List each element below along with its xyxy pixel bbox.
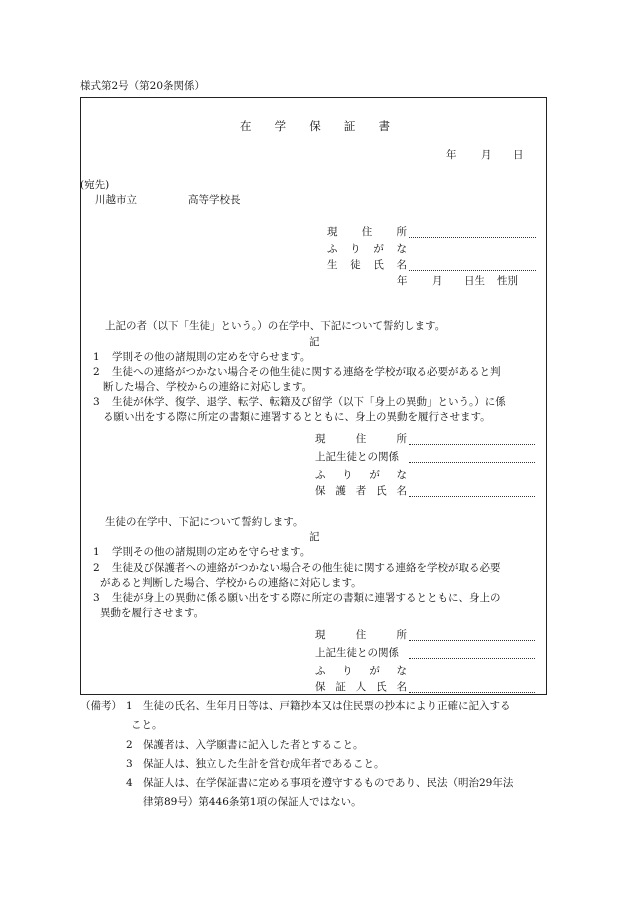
- section2-intro: 生徒の在学中、下記について誓約します。: [105, 516, 304, 528]
- student-address-field: [327, 227, 536, 238]
- title-char: 証: [343, 119, 356, 133]
- guardian-address-field: [315, 434, 535, 445]
- section1-item-text: 学則その他の諸規則の定めを守らせます。: [112, 351, 311, 363]
- surety-address-line[interactable]: [409, 631, 535, 641]
- note-text-cont: こと。: [131, 719, 163, 731]
- addressee-heading: (宛先): [80, 179, 110, 191]
- section1-item-text: 生徒が休学、復学、退学、転学、転籍及び留学（以下「身上の異動」という。）に係: [112, 396, 506, 408]
- surety-relation-line[interactable]: [409, 649, 535, 659]
- note-text: 保証人は、在学保証書に定める事項を遵守するものであり、民法（明治29年法: [143, 777, 514, 789]
- notes-label: （備考）: [80, 700, 122, 712]
- guardian-furigana-label: ふ り が な: [315, 469, 407, 481]
- section2-item-text: 生徒が身上の異動に係る願い出をする際に所定の書類に連署するとともに、身上の: [112, 592, 501, 604]
- section1-ki: 記: [309, 336, 320, 348]
- guardian-name-line[interactable]: [409, 487, 535, 497]
- surety-relation-label: 上記生徒との関係: [315, 647, 399, 659]
- surety-name-line[interactable]: [409, 683, 535, 693]
- section2-item-num: 1: [93, 546, 100, 558]
- note-num: 4: [126, 777, 133, 789]
- student-address-label: 現 住 所: [327, 226, 407, 238]
- gender-label: 性別: [497, 275, 518, 287]
- section1-item-num: 2: [93, 366, 100, 378]
- guardian-name-label: 保 護 者 氏 名: [315, 485, 407, 497]
- title-char: 保: [309, 119, 321, 133]
- section1-item-text-cont: 断した場合、学校からの連絡に対応します。: [103, 381, 313, 393]
- student-name-label: 生 徒 氏 名: [327, 259, 407, 271]
- section1-item-num: 1: [93, 351, 100, 363]
- title-char: 学: [274, 119, 287, 133]
- note-num: 2: [126, 739, 133, 751]
- date-day: 日: [513, 149, 524, 161]
- addressee-school: 高等学校長: [188, 194, 241, 206]
- note-text: 保証人は、独立した生計を営む成年者であること。: [143, 758, 385, 770]
- title-char: 在: [240, 119, 252, 133]
- surety-furigana-field: [315, 666, 407, 677]
- date-year: 年: [446, 149, 457, 161]
- student-name-line[interactable]: [409, 261, 536, 271]
- guardian-relation-label: 上記生徒との関係: [315, 451, 399, 463]
- date-month: 月: [481, 149, 492, 161]
- section2-item-text: 生徒及び保護者への連絡がつかない場合その他生徒に関する連絡を学校が取る必要: [112, 562, 501, 574]
- guardian-relation-line[interactable]: [409, 453, 535, 463]
- addressee-city: 川越市立: [95, 194, 137, 206]
- section1-item-text-cont: る願い出をする際に所定の書類に連署するとともに、身上の異動を履行させます。: [103, 411, 491, 423]
- surety-relation-field: [315, 648, 535, 659]
- section2-item-num: 2: [93, 562, 100, 574]
- document-title: [240, 121, 390, 133]
- section1-item-text: 生徒への連絡がつかない場合その他生徒に関する連絡を学校が取る必要があると判: [112, 366, 501, 378]
- section1-item-num: 3: [93, 396, 100, 408]
- section2-item-text-cont: があると判断した場合、学校からの連絡に対応します。: [100, 577, 362, 589]
- section1-intro: 上記の者（以下「生徒」という。）の在学中、下記について誓約します。: [105, 320, 446, 332]
- surety-address-field: [315, 630, 535, 641]
- section2-item-text-cont: 異動を履行させます。: [100, 607, 205, 619]
- guardian-address-line[interactable]: [409, 435, 535, 445]
- note-num: 3: [126, 758, 133, 770]
- section2-item-text: 学則その他の諸規則の定めを守らせます。: [112, 546, 311, 558]
- note-text-cont: 律第89号）第446条第1項の保証人ではない。: [143, 796, 362, 808]
- guardian-name-field: [315, 486, 535, 497]
- surety-name-field: [315, 682, 535, 693]
- student-address-line[interactable]: [409, 228, 536, 238]
- section2-item-num: 3: [93, 592, 100, 604]
- birth-month: 月: [432, 275, 443, 287]
- student-furigana-label: ふ り が な: [327, 243, 407, 255]
- surety-address-label: 現 住 所: [315, 629, 407, 641]
- note-text: 生徒の氏名、生年月日等は、戸籍抄本又は住民票の抄本により正確に記入する: [143, 700, 511, 712]
- title-char: 書: [378, 119, 390, 133]
- surety-furigana-label: ふ り が な: [315, 665, 407, 677]
- guardian-address-label: 現 住 所: [315, 433, 407, 445]
- guardian-furigana-field: [315, 470, 407, 481]
- section2-ki: 記: [309, 531, 320, 543]
- note-text: 保護者は、入学願書に記入した者とすること。: [143, 739, 364, 751]
- student-name-field: [327, 260, 536, 271]
- student-furigana-field: [327, 244, 407, 255]
- guardian-relation-field: [315, 452, 535, 463]
- note-num: 1: [126, 700, 133, 712]
- form-number: 様式第2号（第20条関係）: [80, 80, 206, 92]
- birth-day: 日生: [464, 275, 485, 287]
- surety-name-label: 保 証 人 氏 名: [315, 681, 407, 693]
- birth-year: 年: [397, 275, 408, 287]
